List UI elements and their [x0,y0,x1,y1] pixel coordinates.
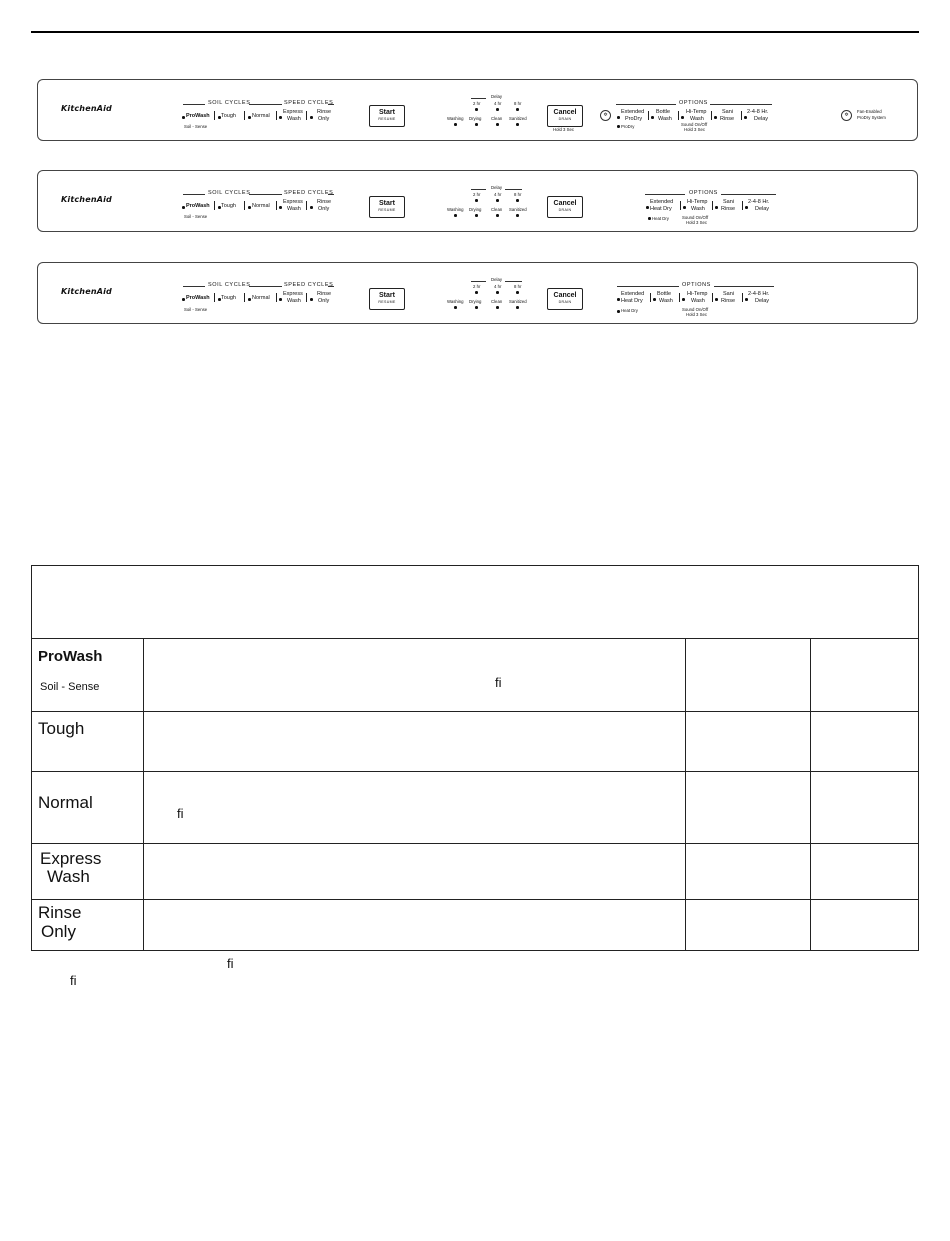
brand-logo: KitchenAid [61,195,112,204]
cancel-button[interactable]: Cancel DRAIN [547,288,583,310]
cancel-button[interactable]: Cancel DRAIN [547,196,583,218]
delay-option-word[interactable]: Delay [755,298,770,304]
rinse-label[interactable]: Rinse [317,109,332,115]
delay-8hr: 8 hr [514,192,522,197]
delay-8hr: 8 hr [514,284,522,289]
delay-2hr: 2 hr [473,192,481,197]
heat-dry-indicator: Heat Dry [652,216,669,221]
bottle-wash-label[interactable]: Wash [658,116,672,122]
prodry-indicator: ProDry [621,124,635,129]
express-label[interactable]: Express [283,199,303,205]
delay-option-label[interactable]: 2-4-8 Hr. [748,199,770,205]
cycle-normal: Normal [38,793,93,812]
cycle-normal-fi: fi [177,806,184,821]
bottle-label[interactable]: Bottle [657,291,672,297]
cycle-rinse-1: Rinse [38,903,82,922]
fan-enabled-icon: ✲ [841,110,852,121]
delay-option-word[interactable]: Delay [754,116,769,122]
control-panel-2 [37,170,918,232]
status-washing: Washing [447,299,464,304]
cycle-table [31,565,919,951]
cycle-prowash-fi: fi [495,675,502,690]
status-drying: Drying [469,207,482,212]
tough-button[interactable]: Tough [221,295,236,301]
status-clean: Clean [491,207,503,212]
status-clean: Clean [491,116,503,121]
soil-cycles-heading: SOIL CYCLES [208,100,251,106]
control-panel-3 [37,262,918,324]
hi-temp-wash-label[interactable]: Wash [690,116,704,122]
status-drying: Drying [469,116,482,121]
hi-temp-label[interactable]: Hi-Temp [687,199,708,205]
brand-logo: KitchenAid [61,104,112,113]
sani-label[interactable]: Sani [722,109,734,115]
cancel-hold-label: Hold 3 Sec [553,127,575,132]
express-wash-label[interactable]: Wash [287,116,301,122]
status-washing: Washing [447,116,464,121]
bottle-label[interactable]: Bottle [656,109,671,115]
fan-icon: ✲ [600,110,611,121]
footnote-fi-1: fi [227,956,234,971]
extended-heat-dry-label[interactable]: Heat Dry [621,298,643,304]
prowash-button[interactable]: ProWash [186,113,210,119]
fan-enabled-label: Fan-Enabled [857,109,882,114]
status-sanitized: Sanitized [509,116,527,121]
tough-button[interactable]: Tough [221,113,236,119]
hi-temp-wash-label[interactable]: Wash [691,298,705,304]
sound-label: Sound On/Off [682,215,709,220]
cycle-tough: Tough [38,719,85,738]
speed-cycles-heading: SPEED CYCLES [284,190,334,196]
options-heading: OPTIONS [682,282,711,288]
prowash-button[interactable]: ProWash [186,203,210,209]
control-panel-1 [37,79,918,141]
footnote-fi-2: fi [70,973,77,988]
hi-temp-label[interactable]: Hi-Temp [686,109,707,115]
prowash-button[interactable]: ProWash [186,295,210,301]
express-wash-label[interactable]: Wash [287,206,301,212]
sani-rinse-label[interactable]: Rinse [721,298,736,304]
speed-cycles-heading: SPEED CYCLES [284,282,334,288]
normal-button[interactable]: Normal [252,113,270,119]
delay-option-word[interactable]: Delay [755,206,770,212]
delay-4hr: 4 hr [494,101,502,106]
start-button[interactable]: Start RESUME [369,105,405,127]
cycle-prowash: ProWash [38,648,103,665]
soil-sense-label: Soil - Sense [184,124,208,129]
bottle-wash-label[interactable]: Wash [659,298,673,304]
delay-option-label[interactable]: 2-4-8 Hr. [748,291,770,297]
soil-cycles-heading: SOIL CYCLES [208,282,251,288]
heat-dry-indicator: Heat Dry [621,308,638,313]
delay-option-label[interactable]: 2-4-8 Hr. [747,109,769,115]
start-button[interactable]: Start RESUME [369,196,405,218]
status-sanitized: Sanitized [509,207,527,212]
extended-prodry-label[interactable]: ProDry [625,116,643,122]
sound-label: Sound On/Off [681,122,708,127]
speed-cycles-heading: SPEED CYCLES [284,100,334,106]
status-clean: Clean [491,299,503,304]
delay-heading: Delay [491,94,502,99]
delay-4hr: 4 hr [494,192,502,197]
start-button[interactable]: Start RESUME [369,288,405,310]
tough-button[interactable]: Tough [221,203,236,209]
sani-label[interactable]: Sani [723,199,735,205]
soil-cycles-heading: SOIL CYCLES [208,190,251,196]
extended-label[interactable]: Extended [621,291,645,297]
cycle-express-1: Express [40,849,102,868]
extended-label[interactable]: Extended [621,109,645,115]
delay-heading: Delay [491,185,502,190]
prodry-system-label: ProDry System [857,115,886,120]
status-washing: Washing [447,207,464,212]
delay-2hr: 2 hr [473,101,481,106]
hi-temp-wash-label[interactable]: Wash [691,206,705,212]
express-label[interactable]: Express [283,109,303,115]
sani-label[interactable]: Sani [723,291,735,297]
soil-sense-label: Soil - Sense [184,307,208,312]
cycle-prowash-sub: Soil - Sense [40,681,100,693]
brand-logo: KitchenAid [61,287,112,296]
rinse-label[interactable]: Rinse [317,291,332,297]
extended-label[interactable]: Extended [650,199,674,205]
sound-hold-label: Hold 3 Sec [684,127,706,132]
options-heading: OPTIONS [679,100,708,106]
extended-heat-dry-label[interactable]: Heat Dry [650,206,672,212]
express-wash-label[interactable]: Wash [287,298,301,304]
delay-2hr: 2 hr [473,284,481,289]
status-drying: Drying [469,299,482,304]
rinse-only-label[interactable]: Only [318,116,330,122]
normal-button[interactable]: Normal [252,203,270,209]
delay-4hr: 4 hr [494,284,502,289]
sound-hold-label: Hold 3 Sec [686,220,708,225]
cancel-button[interactable]: Cancel DRAIN [547,105,583,127]
delay-8hr: 8 hr [514,101,522,106]
sound-label: Sound On/Off [682,307,709,312]
rinse-label[interactable]: Rinse [317,199,332,205]
normal-button[interactable]: Normal [252,295,270,301]
sani-rinse-label[interactable]: Rinse [720,116,735,122]
delay-heading: Delay [491,277,502,282]
sound-hold-label: Hold 3 Sec [686,312,708,317]
cycle-express-2: Wash [47,867,90,886]
express-label[interactable]: Express [283,291,303,297]
cycle-rinse-2: Only [41,922,76,941]
sani-rinse-label[interactable]: Rinse [721,206,736,212]
options-heading: OPTIONS [689,190,718,196]
top-rule [31,31,919,33]
rinse-only-label[interactable]: Only [318,298,330,304]
soil-sense-label: Soil - Sense [184,214,208,219]
status-sanitized: Sanitized [509,299,527,304]
hi-temp-label[interactable]: Hi-Temp [687,291,708,297]
rinse-only-label[interactable]: Only [318,206,330,212]
